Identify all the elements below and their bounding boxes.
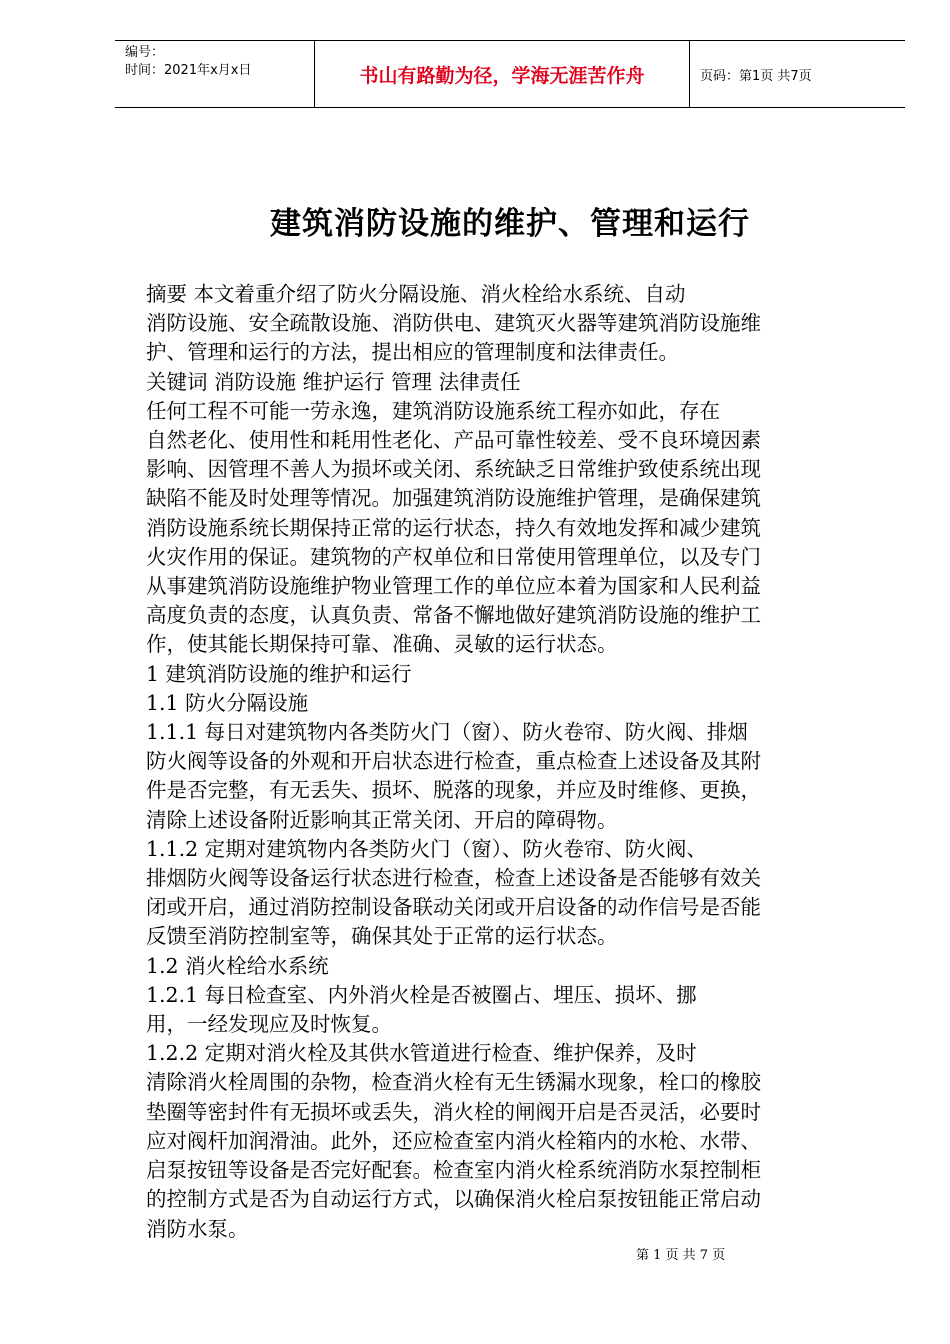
body-line: 防火阀等设备的外观和开启状态进行检查，重点检查上述设备及其附 (146, 749, 761, 774)
body-line: 1.2.1 每日检查室、内外消火栓是否被圈占、埋压、损坏、挪 (146, 982, 697, 1007)
body-line: 排烟防火阀等设备运行状态进行检查，检查上述设备是否能够有效关 (146, 866, 761, 891)
body-line: 清除消火栓周围的杂物，检查消火栓有无生锈漏水现象，栓口的橡胶 (146, 1070, 761, 1095)
body-line: 自然老化、使用性和耗用性老化、产品可靠性较差、受不良环境因素 (146, 428, 761, 453)
subsection-heading: 1.2 消火栓给水系统 (146, 953, 329, 978)
body-line: 闭或开启，通过消防控制设备联动关闭或开启设备的动作信号是否能 (146, 895, 761, 920)
body-line: 消防设施、安全疏散设施、消防供电、建筑灭火器等建筑消防设施维 (146, 311, 761, 336)
body-line: 应对阀杆加润滑油。此外，还应检查室内消火栓箱内的水枪、水带、 (146, 1128, 761, 1153)
body-line: 清除上述设备附近影响其正常关闭、开启的障碍物。 (146, 807, 618, 832)
body-line: 垫圈等密封件有无损坏或丢失，消火栓的闸阀开启是否灵活，必要时 (146, 1099, 761, 1124)
subsection-heading: 1.1 防火分隔设施 (146, 690, 309, 715)
body-line: 摘要 本文着重介绍了防火分隔设施、消火栓给水系统、自动 (146, 282, 686, 306)
body-line: 启泵按钮等设备是否完好配套。检查室内消火栓系统消防水泵控制柜 (146, 1158, 761, 1183)
body-line: 1.1.2 定期对建筑物内各类防火门（窗）、防火卷帘、防火阀、 (146, 836, 707, 861)
document-title: 建筑消防设施的维护、管理和运行 (270, 206, 750, 242)
header-meta (115, 41, 315, 107)
body-line: 缺陷不能及时处理等情况。加强建筑消防设施维护管理，是确保建筑 (146, 486, 761, 511)
body-line: 任何工程不可能一劳永逸，建筑消防设施系统工程亦如此，存在 (146, 398, 720, 423)
body-line: 高度负责的态度，认真负责、常备不懈地做好建筑消防设施的维护工 (146, 603, 761, 628)
time-label: 时间：2021年x月x日 (125, 63, 252, 78)
header-motto: 书山有路勤为径，学海无涯苦作舟 (315, 41, 690, 107)
body-line: 1.1.1 每日对建筑物内各类防火门（窗）、防火卷帘、防火阀、排烟 (146, 720, 748, 745)
header-table (115, 40, 905, 108)
body-line: 火灾作用的保证。建筑物的产权单位和日常使用管理单位，以及专门 (146, 544, 761, 569)
body-line: 消防设施系统长期保持正常的运行状态，持久有效地发挥和减少建筑 (146, 515, 761, 540)
body-line: 1.2.2 定期对消火栓及其供水管道进行检查、维护保养，及时 (146, 1041, 697, 1066)
document-body (146, 280, 866, 1244)
section-heading: 1 建筑消防设施的维护和运行 (146, 661, 412, 686)
body-line: 作，使其能长期保持可靠、准确、灵敏的运行状态。 (146, 632, 618, 657)
page-footer: 第 1 页 共 7 页 (636, 1248, 726, 1263)
keywords-line: 关键词 消防设施 维护运行 管理 法律责任 (146, 369, 521, 394)
number-label: 编号： (125, 45, 165, 60)
header-page-info: 页码：第1页 共7页 (700, 68, 812, 84)
body-line: 从事建筑消防设施维护物业管理工作的单位应本着为国家和人民利益 (146, 574, 761, 599)
body-line: 护、管理和运行的方法，提出相应的管理制度和法律责任。 (146, 340, 679, 365)
body-line: 消防水泵。 (146, 1216, 249, 1241)
body-line: 反馈至消防控制室等，确保其处于正常的运行状态。 (146, 924, 618, 949)
body-line: 件是否完整，有无丢失、损坏、脱落的现象，并应及时维修、更换， (146, 778, 761, 803)
body-line: 的控制方式是否为自动运行方式，以确保消火栓启泵按钮能正常启动 (146, 1187, 761, 1212)
body-line: 用，一经发现应及时恢复。 (146, 1012, 392, 1037)
body-line: 影响、因管理不善人为损坏或关闭、系统缺乏日常维护致使系统出现 (146, 457, 761, 482)
